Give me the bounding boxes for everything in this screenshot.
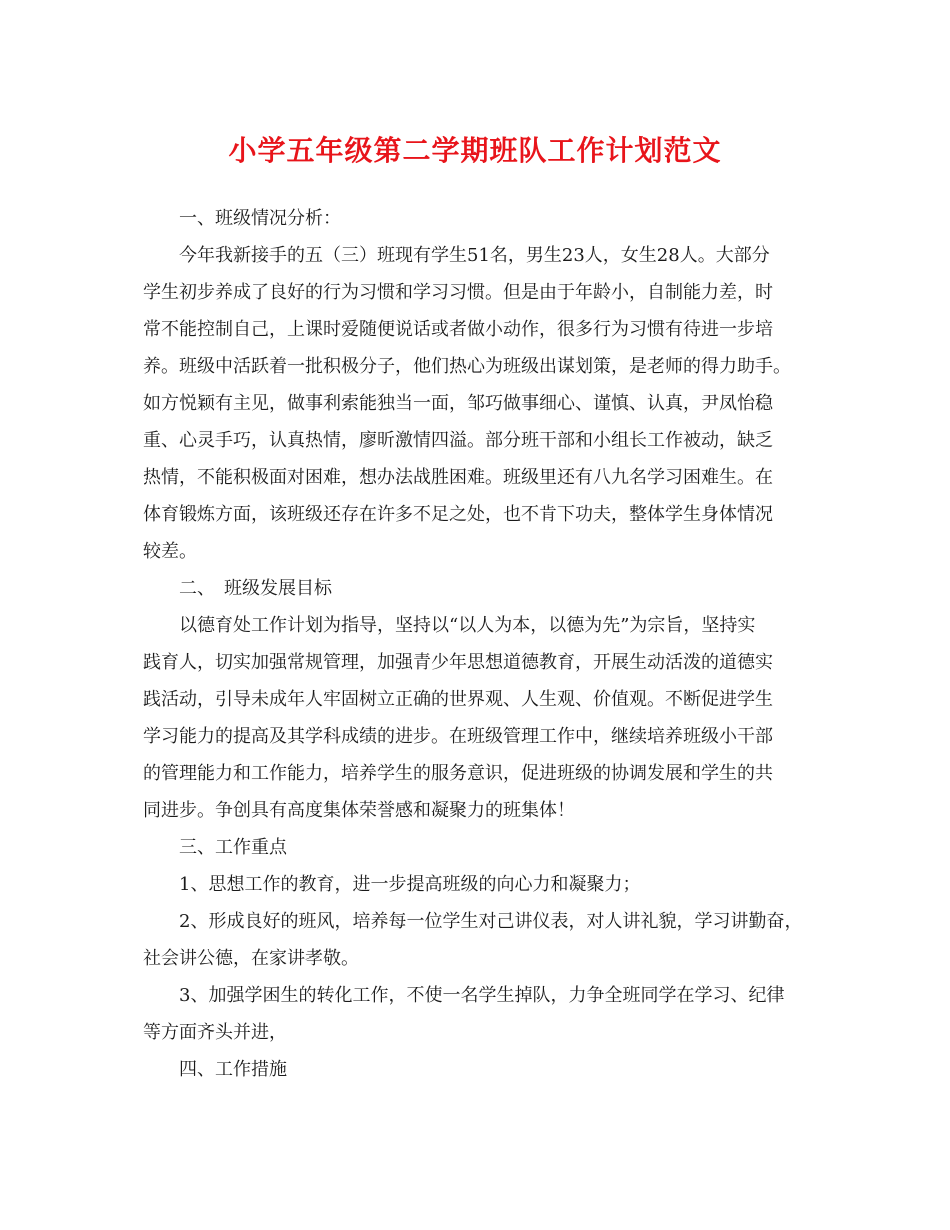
paragraph-line: 践活动，引导未成年人牢固树立正确的世界观、人生观、价值观。不断促进学生 <box>143 689 773 710</box>
paragraph-line: 如方悦颖有主见，做事利索能独当一面，邹巧做事细心、谨慎、认真，尹凤怡稳 <box>143 393 773 414</box>
paragraph-line: 践育人，切实加强常规管理，加强青少年思想道德教育，开展生动活泼的道德实 <box>143 652 773 673</box>
paragraph-line: 3、加强学困生的转化工作，不使一名学生掉队，力争全班同学在学习、纪律 <box>179 985 785 1006</box>
document-body <box>143 200 815 1088</box>
paragraph-line: 1、思想工作的教育，进一步提高班级的向心力和凝聚力； <box>179 874 641 895</box>
paragraph-line: 体育锻炼方面，该班级还存在许多不足之处，也不肯下功夫，整体学生身体情况 <box>143 504 773 525</box>
paragraph-line: 养。班级中活跃着一批积极分子，他们热心为班级出谋划策，是老师的得力助手。 <box>143 356 791 377</box>
paragraph-line: 今年我新接手的五（三）班现有学生51名，男生23人，女生28人。大部分 <box>179 245 770 266</box>
paragraph-line: 等方面齐头并进， <box>143 1022 287 1043</box>
paragraph-line: 三、工作重点 <box>179 837 287 858</box>
paragraph-line: 社会讲公德，在家讲孝敬。 <box>143 948 359 969</box>
paragraph-line: 重、心灵手巧，认真热情，廖昕激情四溢。部分班干部和小组长工作被动，缺乏 <box>143 430 773 451</box>
paragraph-line: 一、班级情况分析： <box>179 208 341 229</box>
paragraph-line: 二、 班级发展目标 <box>179 578 332 599</box>
paragraph-line: 热情，不能积极面对困难，想办法战胜困难。班级里还有八九名学习困难生。在 <box>143 467 773 488</box>
document-title: 小学五年级第二学期班队工作计划范文 <box>228 134 722 167</box>
paragraph-line: 常不能控制自己，上课时爱随便说话或者做小动作，很多行为习惯有待进一步培 <box>143 319 773 340</box>
paragraph-line: 以德育处工作计划为指导，坚持以“以人为本，以德为先”为宗旨，坚持实 <box>179 615 756 636</box>
paragraph-line: 同进步。争创具有高度集体荣誉感和凝聚力的班集体！ <box>143 800 575 821</box>
paragraph-line: 的管理能力和工作能力，培养学生的服务意识，促进班级的协调发展和学生的共 <box>143 763 773 784</box>
paragraph-line: 学习能力的提高及其学科成绩的进步。在班级管理工作中，继续培养班级小干部 <box>143 726 773 747</box>
paragraph-line: 四、工作措施 <box>179 1059 287 1080</box>
paragraph-line: 学生初步养成了良好的行为习惯和学习习惯。但是由于年龄小，自制能力差，时 <box>143 282 773 303</box>
paragraph-line: 2、形成良好的班风，培养每一位学生对己讲仪表，对人讲礼貌，学习讲勤奋， <box>179 911 803 932</box>
paragraph-line: 较差。 <box>143 541 197 562</box>
